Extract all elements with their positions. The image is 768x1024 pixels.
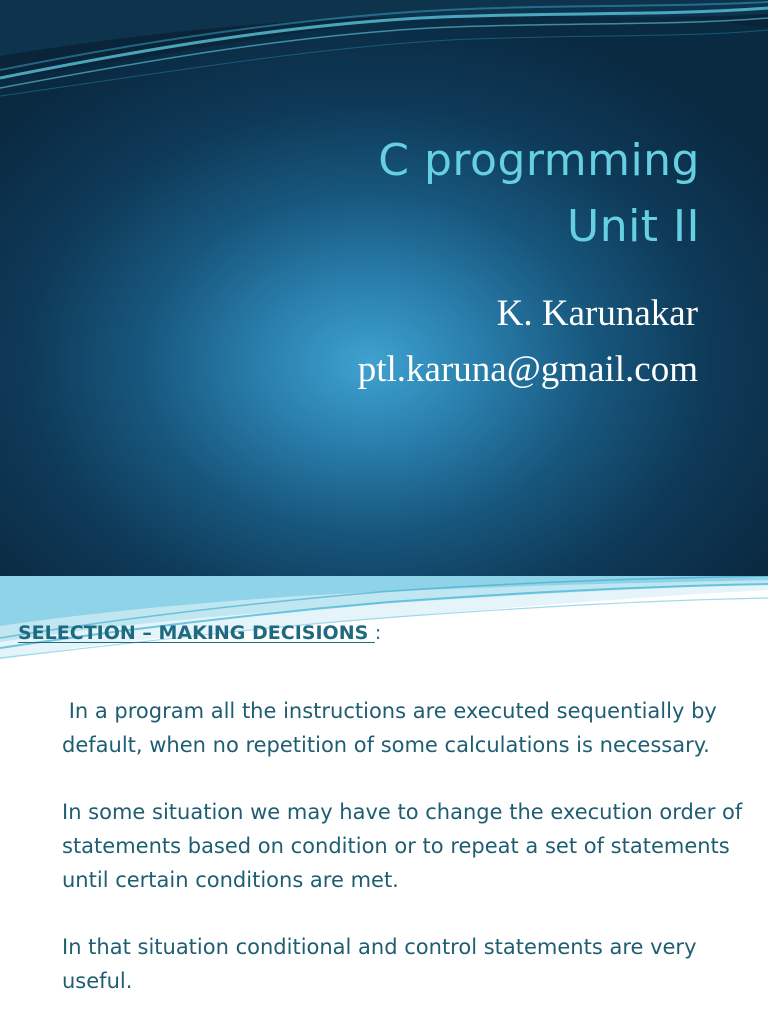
author-name: K. Karunakar [496,293,698,334]
wave-decoration [0,0,768,120]
body-paragraph: In that situation conditional and control statements are very useful. [62,935,697,993]
title-line-1: C progrmming [378,135,700,186]
body-paragraph: In some situation we may have to change the execution order of statements based on condition or to repeat a set of statements until certain conditions are met. [62,800,743,892]
heading-text: SELECTION – MAKING DECISIONS [18,622,375,644]
content-slide [0,576,768,1024]
heading-colon: : [374,622,382,644]
body-paragraph: In a program all the instructions are executed sequentially by default, when no repetition of some calculations is necessary. [62,699,724,757]
slide-heading [18,622,381,644]
slide-subtitle [358,286,698,397]
slide-body [62,694,752,1024]
wave-decoration [0,576,768,666]
author-email: ptl.karuna@gmail.com [357,348,698,390]
slide-title [378,128,700,260]
title-line-2: Unit II [566,201,700,252]
